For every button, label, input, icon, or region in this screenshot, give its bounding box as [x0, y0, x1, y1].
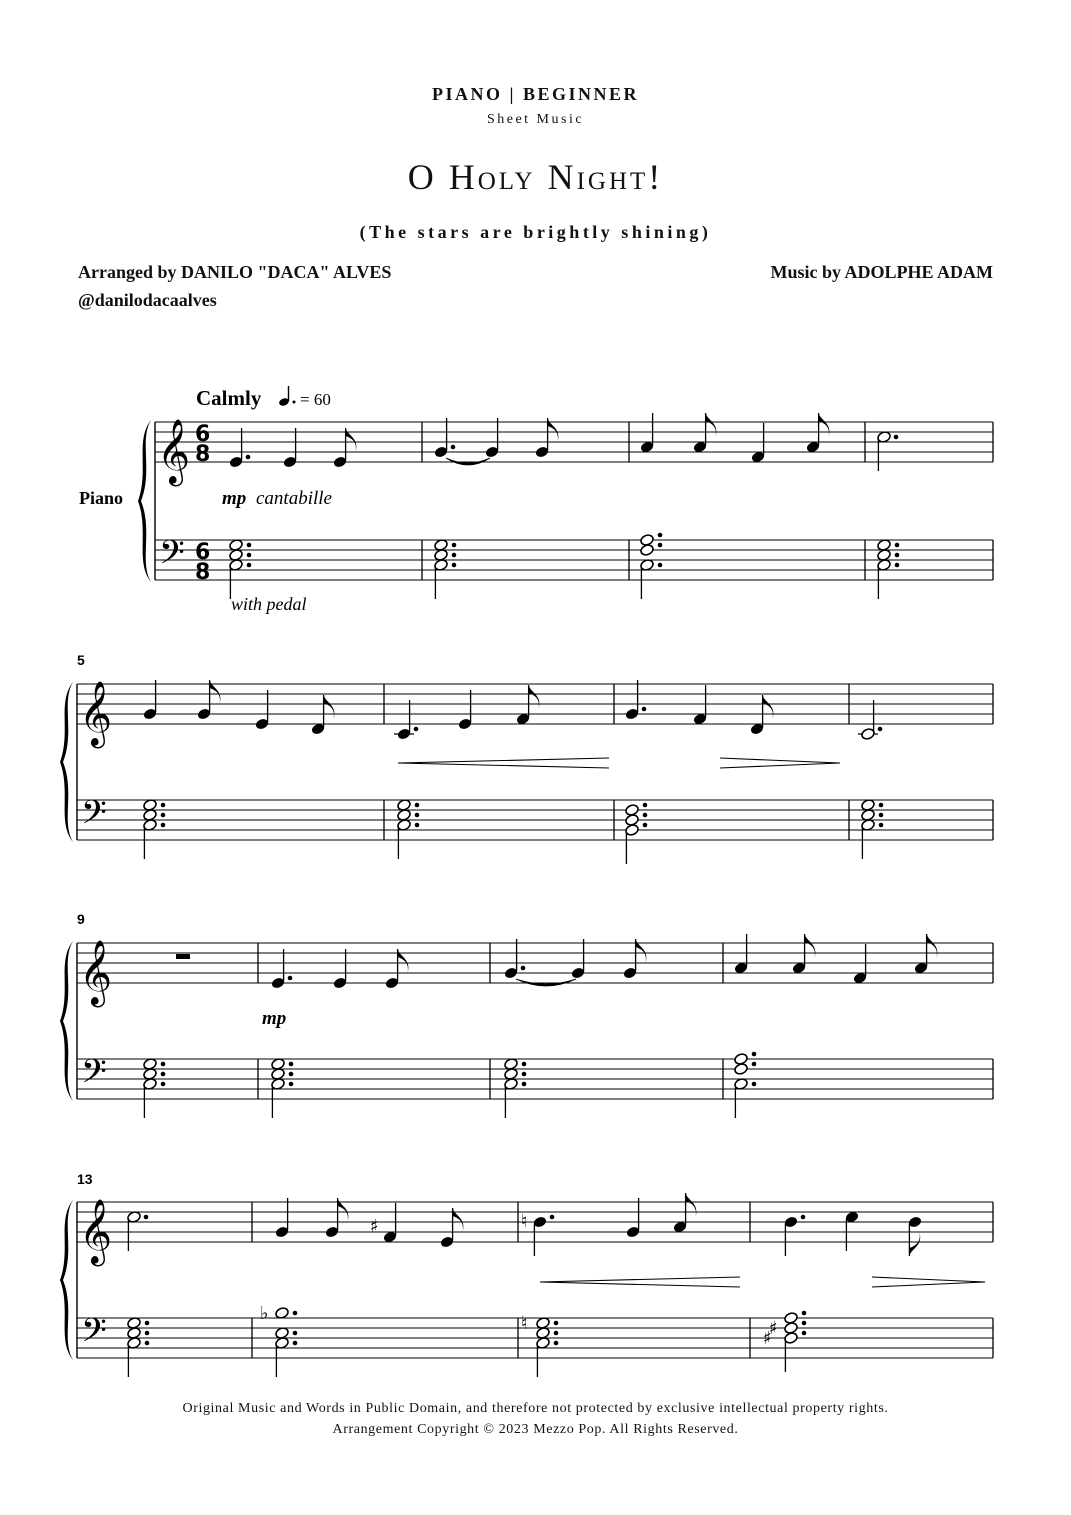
flag: [529, 685, 540, 709]
hairpin: [872, 1282, 985, 1287]
time-signature: 6: [195, 540, 211, 565]
brace: [60, 1200, 73, 1360]
dot: [522, 1062, 527, 1067]
dot: [550, 1215, 555, 1220]
dot: [554, 1341, 559, 1346]
brace: [60, 682, 73, 842]
chord-note: [734, 1052, 749, 1065]
tempo-text: Calmly: [196, 386, 262, 410]
instrument-label: Piano: [79, 488, 124, 508]
dot: [161, 1072, 166, 1077]
dot: [289, 1082, 294, 1087]
dot: [642, 707, 647, 712]
dot: [802, 1321, 807, 1326]
time-signature: 6: [195, 422, 211, 447]
hairpin: [398, 763, 609, 768]
dot: [643, 823, 648, 828]
accidental: ♯: [763, 1328, 772, 1349]
expression-intro: cantabille: [256, 488, 332, 509]
flag: [324, 695, 335, 719]
dot: [554, 1331, 559, 1336]
piece-subtitle: (The stars are brightly shining): [359, 222, 712, 242]
notation: [60, 413, 993, 1377]
copyright-footer: [0, 1398, 1071, 1440]
dot: [161, 803, 166, 808]
copyright-line-1: Original Music and Words in Public Domain, and therefore not protected by exclusive intellectual property rights.: [182, 1401, 889, 1416]
bass-clef: 𝄢: [81, 1312, 107, 1358]
dot: [288, 976, 293, 981]
brace: [60, 941, 73, 1101]
tempo-value: = 60: [300, 390, 331, 409]
copyright-line-2: Arrangement Copyright © 2023 Mezzo Pop. All Rights Reserved.: [332, 1422, 739, 1437]
dot: [293, 1311, 298, 1316]
dynamic-m10: mp: [262, 1008, 287, 1029]
time-signature: 8: [195, 560, 211, 585]
dot: [451, 445, 456, 450]
measure-number-9: 9: [77, 911, 85, 927]
dot: [658, 533, 663, 538]
tempo-note: [278, 386, 295, 407]
dot: [522, 1072, 527, 1077]
treble-clef: 𝄞: [157, 419, 191, 484]
dot: [247, 553, 252, 558]
bass-clef: 𝄢: [81, 1053, 107, 1099]
dot: [452, 543, 457, 548]
dot: [161, 1062, 166, 1067]
dot: [145, 1331, 150, 1336]
dot: [554, 1321, 559, 1326]
dot: [414, 727, 419, 732]
dot: [658, 543, 663, 548]
dot: [658, 563, 663, 568]
dot: [161, 813, 166, 818]
flag: [706, 413, 717, 437]
bass-clef: 𝄢: [81, 794, 107, 840]
dot: [246, 455, 251, 460]
dot: [878, 727, 883, 732]
dot: [643, 803, 648, 808]
flag: [763, 695, 774, 719]
dot: [802, 1331, 807, 1336]
accidental: ♮: [521, 1313, 528, 1334]
dot: [293, 1331, 298, 1336]
dot: [752, 1082, 757, 1087]
dot: [145, 1341, 150, 1346]
dot: [289, 1072, 294, 1077]
hairpin: [720, 758, 840, 763]
flag: [909, 1232, 920, 1256]
accidental: ♯: [370, 1216, 379, 1237]
dot: [144, 1215, 149, 1220]
dot: [521, 966, 526, 971]
composer-credit: Music by ADOLPHE ADAM: [770, 262, 993, 282]
treble-clef: 𝄞: [79, 681, 113, 746]
bass-clef: 𝄢: [159, 534, 185, 580]
dot: [452, 563, 457, 568]
flag: [819, 413, 830, 437]
dot: [895, 553, 900, 558]
dot: [879, 803, 884, 808]
dot: [415, 813, 420, 818]
hairpin: [872, 1277, 985, 1282]
time-signature: 8: [195, 442, 211, 467]
hairpin: [540, 1282, 740, 1287]
accidental: ♭: [260, 1303, 269, 1324]
dot: [293, 1341, 298, 1346]
accidental: ♮: [521, 1211, 528, 1232]
accidental: ♯: [769, 1318, 778, 1339]
arranger-credit: Arranged by DANILO "DACA" ALVES: [78, 262, 392, 282]
chord-note: [640, 533, 655, 546]
dot: [289, 1062, 294, 1067]
dot: [894, 435, 899, 440]
hairpin: [540, 1277, 740, 1282]
measure-number-5: 5: [77, 652, 85, 668]
dot: [145, 1321, 150, 1326]
dot: [452, 553, 457, 558]
flag: [805, 934, 816, 958]
dot: [802, 1311, 807, 1316]
dot: [895, 563, 900, 568]
dot: [161, 823, 166, 828]
dot: [801, 1215, 806, 1220]
dot: [247, 543, 252, 548]
dynamic-intro: mp: [222, 488, 247, 509]
treble-clef: 𝄞: [79, 1199, 113, 1264]
whole-rest: [176, 954, 190, 959]
chord-note: [625, 803, 640, 816]
subseries-label: Sheet Music: [486, 112, 585, 127]
dot: [895, 543, 900, 548]
hairpin: [720, 763, 840, 768]
series-label: PIANO | BEGINNER: [432, 84, 639, 104]
dot: [415, 803, 420, 808]
dot: [161, 1082, 166, 1087]
chord-note: [784, 1311, 799, 1324]
dot: [415, 823, 420, 828]
dot: [752, 1062, 757, 1067]
brace: [138, 420, 151, 582]
dot: [522, 1082, 527, 1087]
treble-clef: 𝄞: [79, 940, 113, 1005]
piece-title: O Holy Night!: [407, 157, 664, 197]
pedal-text: with pedal: [231, 594, 307, 614]
dot: [247, 563, 252, 568]
arranger-handle: @danilodacaalves: [78, 290, 217, 310]
dot: [752, 1052, 757, 1057]
dot: [643, 813, 648, 818]
measure-number-13: 13: [77, 1171, 93, 1187]
flag: [927, 934, 938, 958]
hairpin: [398, 758, 609, 763]
dot: [879, 823, 884, 828]
flag: [686, 1193, 697, 1217]
dot: [879, 813, 884, 818]
